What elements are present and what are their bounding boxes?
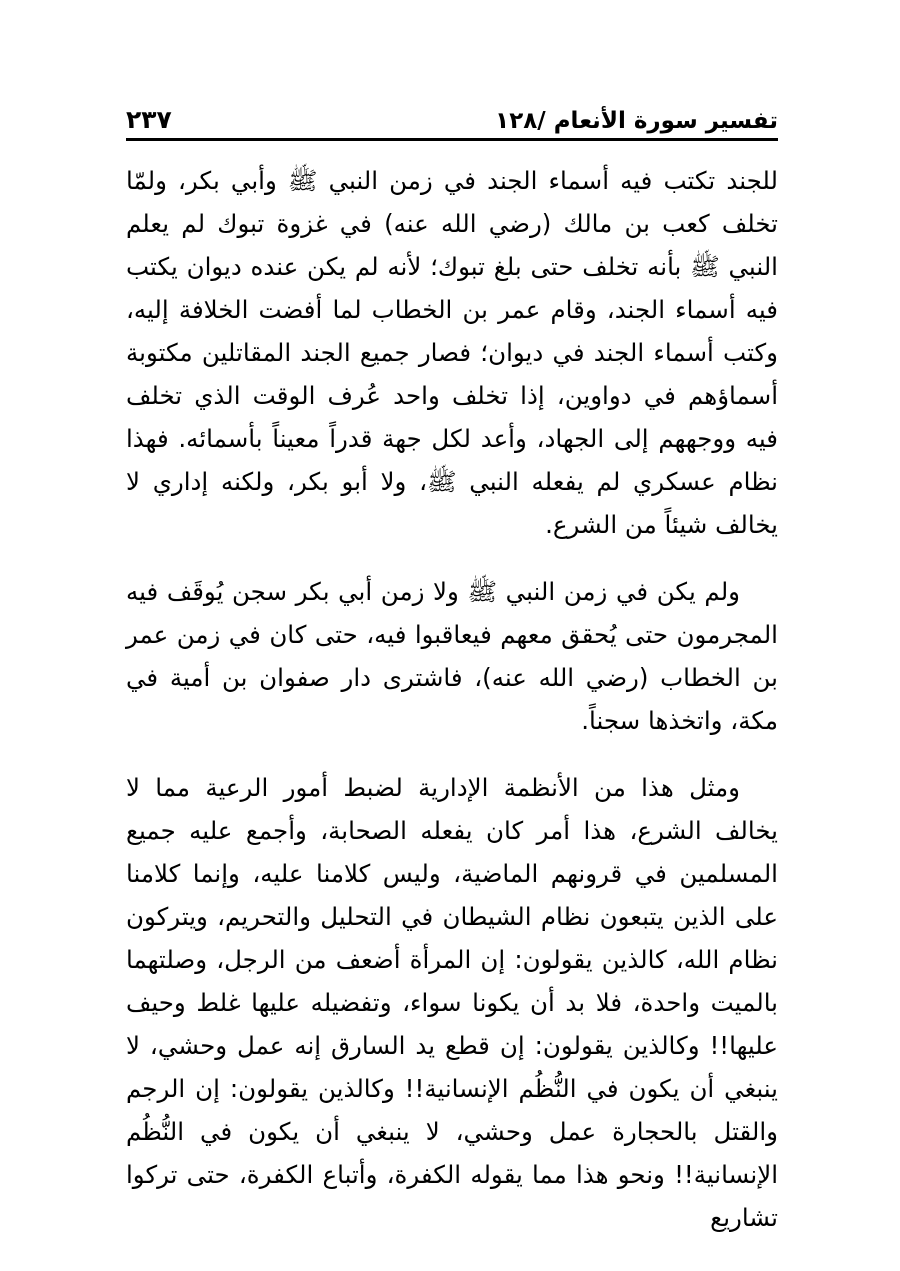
paragraph-prison: ولم يكن في زمن النبي ﷺ ولا زمن أبي بكر سجن يُوقَف فيه المجرمون حتى يُحقق معهم فيعاقبوا فيه، حتى كان في زمن عمر بن الخطاب (رضي الله عنه)، فاشترى دار صفوان بن أمية في مكة، واتخذها سجناً. (126, 577, 778, 735)
running-title: تفسير سورة الأنعام /١٢٨ (495, 108, 778, 134)
book-page (126, 95, 778, 1232)
paragraph-administrative-systems: ومثل هذا من الأنظمة الإدارية لضبط أمور الرعية مما لا يخالف الشرع، هذا أمر كان يفعله الصحابة، وأجمع عليه جميع المسلمين في قرونهم الماضية، وليس كلامنا عليه، وإنما كلامنا على الذين يتبعون نظام الشيطان في التحليل والتحريم، ويتركون نظام الله، كالذين يقولون: إن المرأة أضعف من الرجل، وصلتهما بالميت واحدة، فلا بد أن يكونا سواء، وتفضيله عليها غلط وحيف عليها!! وكالذين يقولون: إن قطع يد السارق إنه عمل وحشي، لا ينبغي أن يكون في النُّظُم الإنسانية!! وكالذين يقولون: إن الرجم والقتل بالحجارة عمل وحشي، لا ينبغي أن يكون في النُّظُم الإنسانية!! ونحو هذا مما يقوله الكفرة، وأتباع الكفرة، حتى تركوا تشاريع (126, 773, 778, 1232)
page-number: ٢٣٧ (126, 105, 172, 134)
paragraph-continued: للجند تكتب فيه أسماء الجند في زمن النبي ﷺ وأبي بكر، ولمّا تخلف كعب بن مالك (رضي الله عنه) في غزوة تبوك لم يعلم النبي ﷺ بأنه تخلف حتى بلغ تبوك؛ لأنه لم يكن عنده ديوان يكتب فيه أسماء الجند، وقام عمر بن الخطاب لما أفضت الخلافة إليه، وكتب أسماء الجند في ديوان؛ فصار جميع الجند المقاتلين مكتوبة أسماؤهم في دواوين، إذا تخلف واحد عُرف الوقت الذي تخلف فيه ووجههم إلى الجهاد، وأعد لكل جهة قدراً معيناً بأسمائه. فهذا نظام عسكري لم يفعله النبي ﷺ، ولا أبو بكر، ولكنه إداري لا يخالف شيئاً من الشرع. (126, 166, 778, 539)
running-header (126, 95, 778, 141)
body-text (126, 159, 778, 1239)
